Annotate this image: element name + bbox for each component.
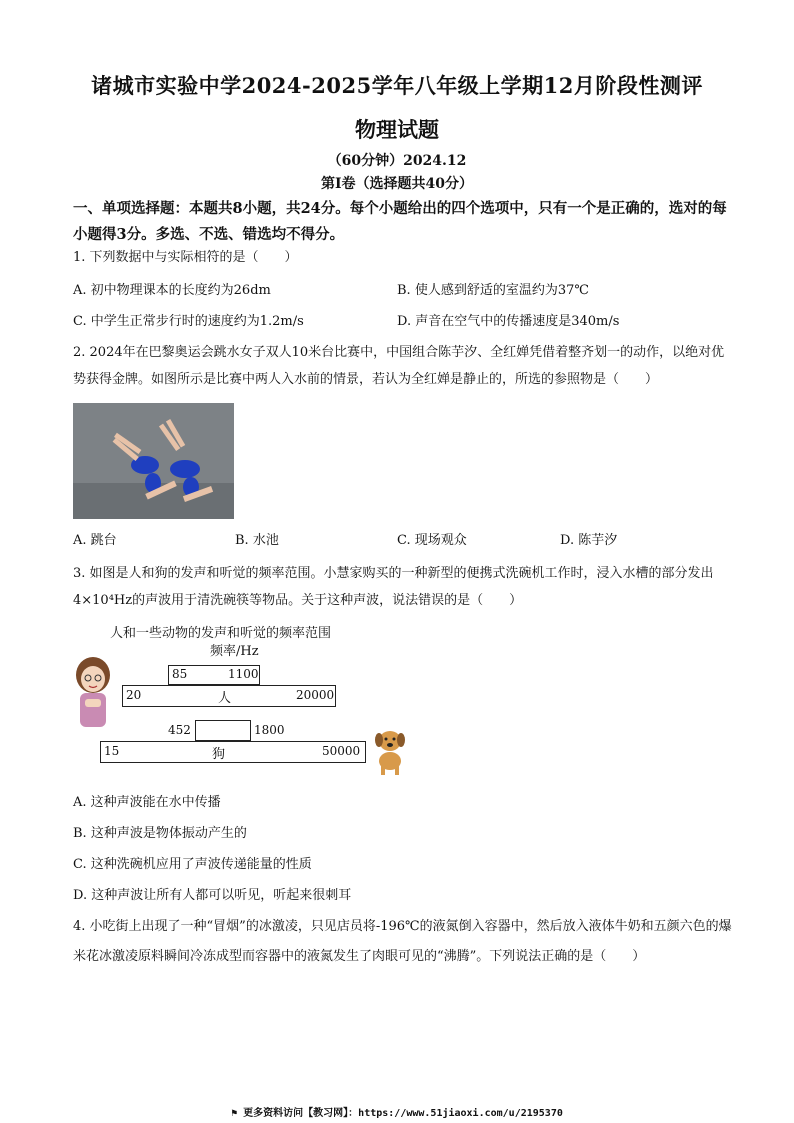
section-heading: 一、单项选择题：本题共8小题，共24分。每个小题给出的四个选项中，只有一个是正确的，选对的每小题得3分。多选、不选、错选均不得分。 xyxy=(73,200,727,243)
chart-title: 人和一些动物的发声和听觉的频率范围 xyxy=(110,626,332,641)
human-hearing-max: 20000 xyxy=(296,688,335,702)
q2-option-c[interactable]: C. 现场观众 xyxy=(397,533,467,548)
subject-title: 物理试题 xyxy=(355,117,439,142)
dog-voice-min: 452 xyxy=(168,723,191,737)
dog-label: 狗 xyxy=(212,747,226,762)
q3-option-a[interactable]: A. 这种声波能在水中传播 xyxy=(73,795,221,810)
q1-option-d[interactable]: D. 声音在空气中的传播速度是340m/s xyxy=(397,314,620,329)
diving-photo xyxy=(73,403,234,519)
q2-option-a[interactable]: A. 跳台 xyxy=(73,533,117,548)
footer-text: 更多资料访问【教习网】：https://www.51jiaoxi.com/u/2195370 xyxy=(243,1108,563,1119)
divers-illustration xyxy=(73,403,234,519)
q2-option-d[interactable]: D. 陈芋汐 xyxy=(560,533,618,548)
volume-heading: 第Ⅰ卷（选择题共40分） xyxy=(320,176,474,192)
question-2-stem: 2. 2024年在巴黎奥运会跳水女子双人10米台比赛中，中国组合陈芋汐、全红婵凭借着整齐划一的动作，以绝对优势获得金牌。如图所示是比赛中两人入水前的情景，若认为全红婵是静止的，所选的参照物是（ ） xyxy=(73,345,725,387)
dog-hearing-min: 15 xyxy=(104,744,120,758)
dog-voice-max: 1800 xyxy=(254,723,285,737)
dog-cartoon-icon xyxy=(370,727,410,777)
q3-option-d[interactable]: D. 这种声波让所有人都可以听见，听起来很刺耳 xyxy=(73,888,352,903)
chart-unit: 频率/Hz xyxy=(210,644,259,659)
dog-voice-range xyxy=(195,720,251,741)
human-hearing-min: 20 xyxy=(126,688,142,702)
flag-icon: ⚑ xyxy=(231,1108,244,1119)
q2-option-b[interactable]: B. 水池 xyxy=(235,533,279,548)
question-4-stem: 4. 小吃街上出现了一种“冒烟”的冰激凌，只见店员将-196℃的液氮倒入容器中，然后放入液体牛奶和五颜六色的爆米花冰激凌原料瞬间冷冻成型而容器中的液氮发生了肉眼可见的“沸腾”。下列说法正确的是（ ） xyxy=(73,919,732,964)
q1-option-a[interactable]: A. 初中物理课本的长度约为26dm xyxy=(73,283,271,298)
q1-option-c[interactable]: C. 中学生正常步行时的速度约为1.2m/s xyxy=(73,314,304,329)
exam-title: 诸城市实验中学2024-2025学年八年级上学期12月阶段性测评 xyxy=(91,73,703,98)
q3-option-b[interactable]: B. 这种声波是物体振动产生的 xyxy=(73,826,247,841)
human-voice-min: 85 xyxy=(172,667,188,681)
exam-meta: （60分钟）2024.12 xyxy=(327,153,467,169)
question-1-stem: 1. 下列数据中与实际相符的是（ ） xyxy=(73,250,298,265)
girl-cartoon-icon xyxy=(70,655,116,731)
footer-link[interactable] xyxy=(0,1104,794,1119)
question-3-stem: 3. 如图是人和狗的发声和听觉的频率范围。小慧家购买的一种新型的便携式洗碗机工作时，浸入水槽的部分发出4×10⁴Hz的声波用于清洗碗筷等物品。关于这种声波，说法错误的是（ ） xyxy=(73,566,714,608)
q1-option-b[interactable]: B. 使人感到舒适的室温约为37℃ xyxy=(397,283,589,298)
frequency-range-chart xyxy=(70,622,410,782)
dog-hearing-max: 50000 xyxy=(322,744,361,758)
q3-option-c[interactable]: C. 这种洗碗机应用了声波传递能量的性质 xyxy=(73,857,312,872)
human-voice-max: 1100 xyxy=(228,667,259,681)
human-label: 人 xyxy=(218,691,232,706)
